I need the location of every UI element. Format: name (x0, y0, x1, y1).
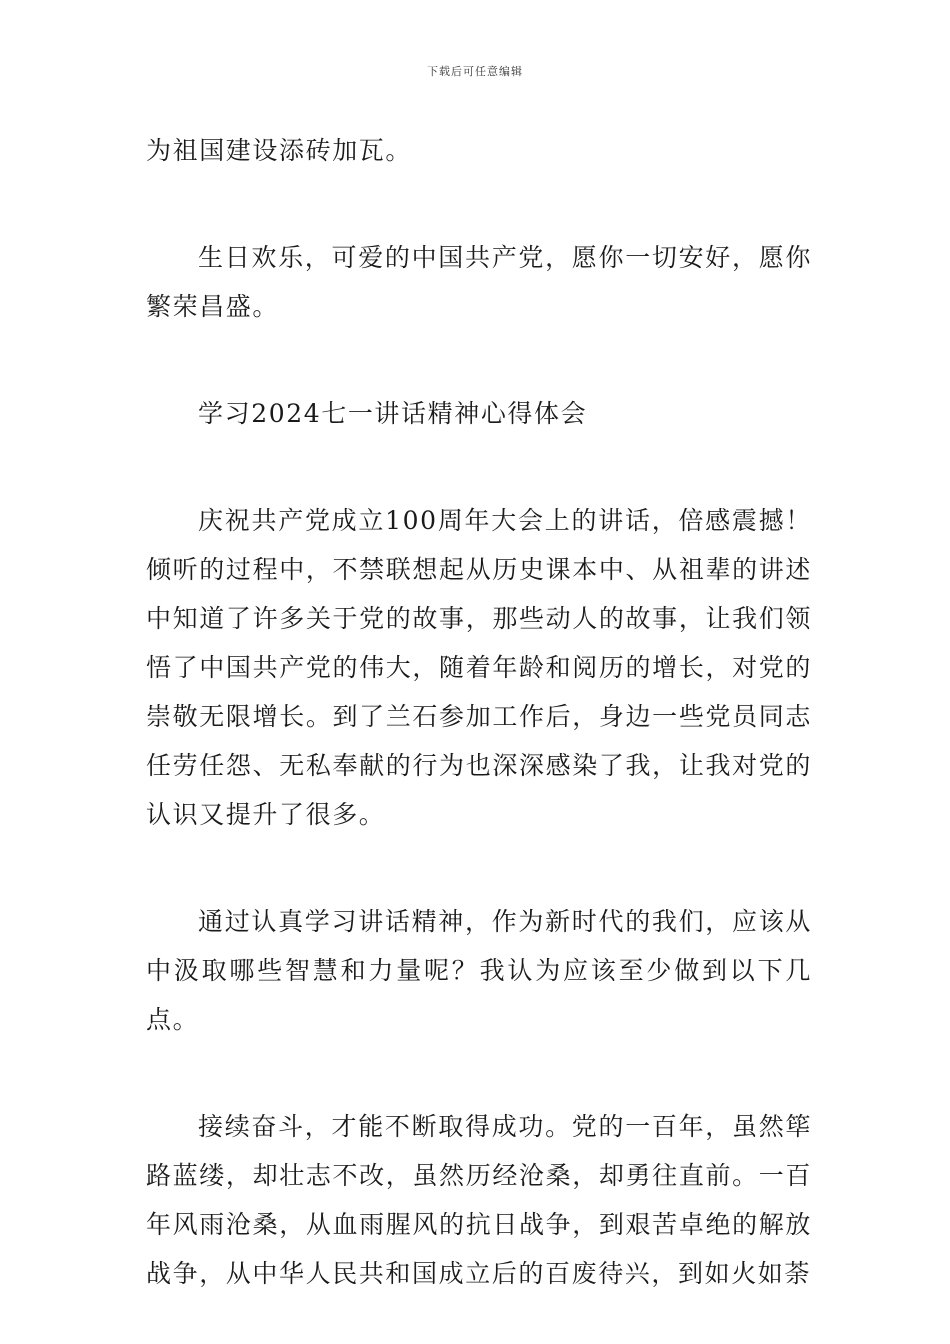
paragraph-gap (146, 175, 812, 233)
paragraph-4: 通过认真学习讲话精神，作为新时代的我们，应该从中汲取哪些智慧和力量呢？我认为应该至少做到以下几点。 (146, 907, 812, 1034)
paragraph-3: 庆祝共产党成立100周年大会上的讲话，倍感震撼！倾听的过程中，不禁联想起从历史课本中、从祖辈的讲述中知道了许多关于党的故事，那些动人的故事，让我们领悟了中国共产党的伟大，随着年龄和阅历的增长，对党的崇敬无限增长。到了兰石参加工作后，身边一些党员同志任劳任怨、无私奉献的行为也深深感染了我，让我对党的认识又提升了很多。 (146, 506, 812, 829)
page-header: 下载后可任意编辑 (427, 65, 523, 78)
paragraph-gap (146, 1044, 812, 1102)
section-title: 学习2024七一讲话精神心得体会 (198, 399, 588, 428)
paragraph-2: 生日欢乐，可爱的中国共产党，愿你一切安好，愿你繁荣昌盛。 (146, 243, 812, 321)
paragraph-gap (146, 839, 812, 897)
paragraph-5: 接续奋斗，才能不断取得成功。党的一百年，虽然筚路蓝缕，却壮志不改，虽然历经沧桑，却勇往直前。一百年风雨沧桑，从血雨腥风的抗日战争，到艰苦卓绝的解放战争，从中华人民共和国成立后的百废待兴，到如火如荼 (146, 1112, 812, 1288)
paragraph-gap (146, 438, 812, 496)
paragraph-1: 为祖国建设添砖加瓦。 (146, 136, 413, 165)
paragraph-gap (146, 331, 812, 389)
document-body (146, 126, 812, 1298)
